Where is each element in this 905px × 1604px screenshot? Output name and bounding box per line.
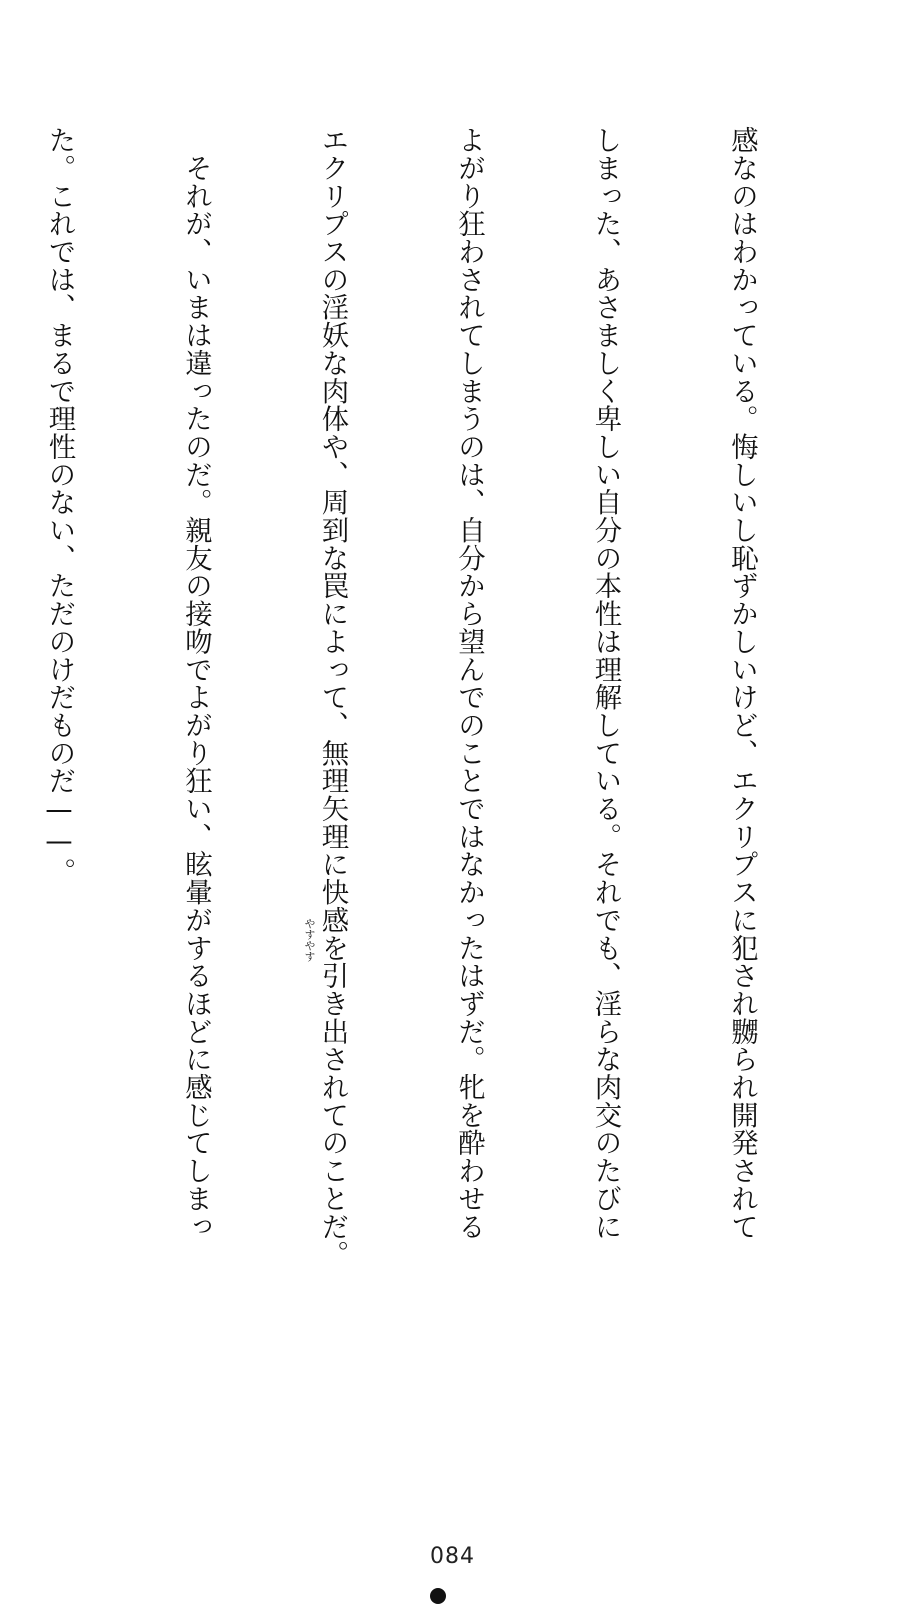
furigana-ruby: やすやす (303, 918, 316, 962)
text-line: それが、いまは違ったのだ。親友の接吻でよがり狂い、眩暈がするほどに感じてしまっ (180, 126, 211, 1240)
text-line: 感なのはわかっている。悔しいし恥ずかしいけど、エクリプスに犯され嬲られ開発されて (726, 126, 757, 1240)
text-line: しまった、あさましく卑しい自分の本性は理解している。それでも、淫らな肉交のたびに (589, 126, 621, 1240)
page-marker-dot (430, 1588, 446, 1604)
text-line: た。これでは、まるで理性のない、ただのけだものだ——。 (43, 126, 75, 886)
page-number: 084 (430, 1544, 475, 1569)
text-line: エクリプスの淫妖な肉体や、周到な罠によって、無理矢理に快感を引き出されてのことだ。 (316, 126, 348, 1268)
body-text (0, 126, 855, 1306)
text-line: よがり狂わされてしまうのは、自分から望んでのことではなかったはずだ。牝を酔わせる (453, 126, 484, 1240)
